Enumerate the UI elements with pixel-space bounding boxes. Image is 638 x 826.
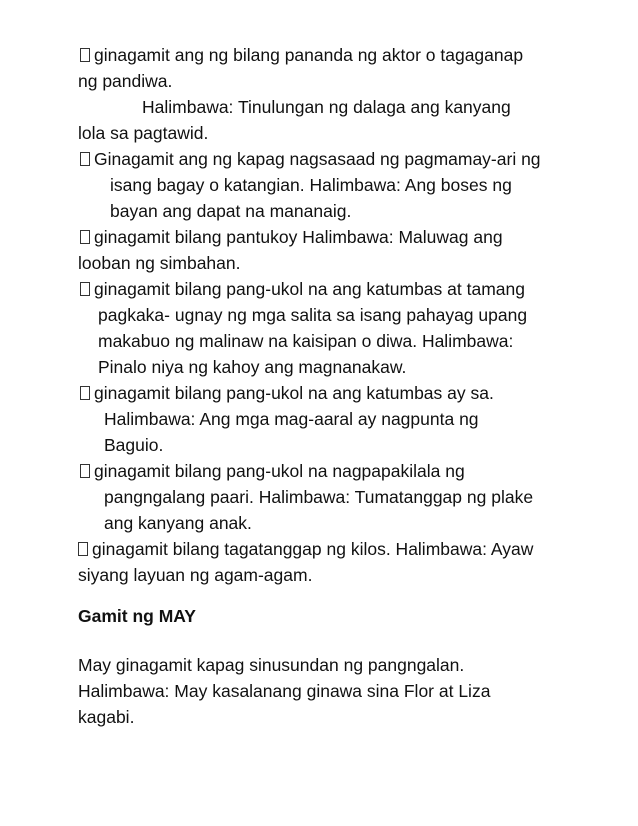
paragraph-1-text-1: ginagamit ang ng bilang pananda ng aktor o tagaganap (94, 45, 524, 65)
may-paragraph-line-2 (78, 678, 562, 704)
paragraph-8-line-1 (78, 536, 562, 562)
may-paragraph-line-3 (78, 704, 562, 730)
paragraph-7-line-2 (104, 484, 562, 510)
paragraph-6-line-1 (80, 380, 562, 406)
paragraph-3-text-3: bayan ang dapat na mananaig. (110, 201, 352, 221)
missing-glyph-icon (78, 542, 88, 556)
may-paragraph-line-1 (78, 652, 562, 678)
paragraph-3-line-1 (80, 146, 562, 172)
paragraph-6-text-3: Baguio. (104, 435, 164, 455)
paragraph-6-text-2: Halimbawa: Ang mga mag-aaral ay nagpunta ng (104, 409, 479, 429)
paragraph-6-line-2 (104, 406, 562, 432)
paragraph-6-line-3 (104, 432, 562, 458)
paragraph-3-line-2 (110, 172, 562, 198)
paragraph-5-line-3 (98, 328, 562, 354)
paragraph-5-text-3: makabuo ng malinaw na kaisipan o diwa. Halimbawa: (98, 331, 514, 351)
paragraph-3-text-1: Ginagamit ang ng kapag nagsasaad ng pagmamay-ari ng (94, 149, 541, 169)
paragraph-5-text-4: Pinalo niya ng kahoy ang magnanakaw. (98, 357, 407, 377)
paragraph-5-line-1 (80, 276, 562, 302)
missing-glyph-icon (80, 282, 90, 296)
paragraph-5-line-4 (98, 354, 562, 380)
paragraph-7-text-2: pangngalang paari. Halimbawa: Tumatanggap ng plake (104, 487, 534, 507)
paragraph-7-text-1: ginagamit bilang pang-ukol na nagpapakilala ng (94, 461, 465, 481)
paragraph-1-line-1 (80, 42, 562, 68)
section-heading: Gamit ng MAY (78, 606, 196, 626)
missing-glyph-icon (80, 386, 90, 400)
paragraph-3-line-3 (110, 198, 562, 224)
paragraph-1-line-2 (78, 68, 562, 94)
missing-glyph-icon (80, 152, 90, 166)
paragraph-5-line-2 (98, 302, 562, 328)
may-paragraph-text-3: kagabi. (78, 707, 135, 727)
paragraph-2-text-1: Halimbawa: Tinulungan ng dalaga ang kanyang (142, 97, 511, 117)
paragraph-2-text-2: lola sa pagtawid. (78, 123, 209, 143)
paragraph-6-text-1: ginagamit bilang pang-ukol na ang katumbas ay sa. (94, 383, 494, 403)
may-paragraph-text-2: Halimbawa: May kasalanang ginawa sina Flor at Liza (78, 681, 491, 701)
paragraph-2-line-2 (78, 120, 562, 146)
paragraph-7-line-1 (80, 458, 562, 484)
paragraph-1-text-2: ng pandiwa. (78, 71, 173, 91)
missing-glyph-icon (80, 464, 90, 478)
may-paragraph-text-1: May ginagamit kapag sinusundan ng pangngalan. (78, 655, 465, 675)
missing-glyph-icon (80, 48, 90, 62)
paragraph-8-text-2: siyang layuan ng agam-agam. (78, 565, 313, 585)
paragraph-7-line-3 (104, 510, 562, 536)
paragraph-7-text-3: ang kanyang anak. (104, 513, 252, 533)
paragraph-4-text-1: ginagamit bilang pantukoy Halimbawa: Maluwag ang (94, 227, 503, 247)
paragraph-4-text-2: looban ng simbahan. (78, 253, 241, 273)
paragraph-2-line-1 (142, 94, 562, 120)
missing-glyph-icon (80, 230, 90, 244)
paragraph-5-text-1: ginagamit bilang pang-ukol na ang katumbas at tamang (94, 279, 525, 299)
paragraph-4-line-1 (80, 224, 562, 250)
paragraph-4-line-2 (78, 250, 562, 276)
paragraph-8-text-1: ginagamit bilang tagatanggap ng kilos. Halimbawa: Ayaw (92, 539, 534, 559)
paragraph-5-text-2: pagkaka- ugnay ng mga salita sa isang pahayag upang (98, 305, 528, 325)
paragraph-3-text-2: isang bagay o katangian. Halimbawa: Ang boses ng (110, 175, 512, 195)
paragraph-8-line-2 (78, 562, 562, 588)
